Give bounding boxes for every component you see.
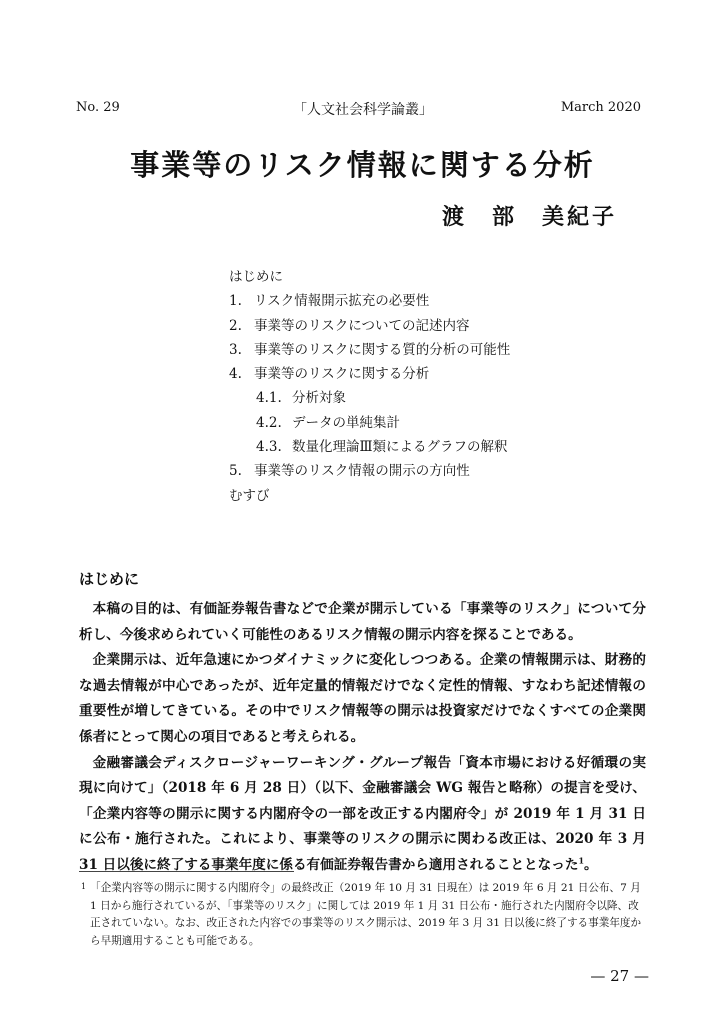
table-of-contents bbox=[229, 265, 510, 508]
toc-item: 2. 事業等のリスクについての記述内容 bbox=[229, 317, 470, 334]
paragraph: 企業開示は、近年急速にかつダイナミックに変化しつつある。企業の情報開示は、財務的な過去情報が中心であったが、近年定量的情報だけでなく定性的情報、すなわち記述情報の重要性が増してきている。その中でリスク情報等の開示は投資家だけでなくすべての企業関係者にとって関心の項目であると考えられる。 bbox=[79, 652, 646, 745]
footnote-reference[interactable]: 1 bbox=[578, 855, 585, 866]
body-text bbox=[79, 597, 646, 879]
issue-number: No. 29 bbox=[76, 100, 120, 115]
paragraph: 金融審議会ディスクロージャーワーキング・グループ報告「資本市場における好循環の実現に向けて」（2018 年 6 月 28 日）（以下、金融審議会 WG 報告と略称）の提言を受け、「企業内容等の開示に関する内閣府令の一部を改正する内閣府令」が 2019 年 1 月 31 日に公布・施行された。これにより、事業等のリスクの開示に関わる改正は、2020 年 3 月 31 日以後に終了する事業年度に係る有価証券報告書から適用されることとなった$^1$。 bbox=[79, 754, 646, 873]
toc-item: 3. 事業等のリスクに関する質的分析の可能性 bbox=[229, 341, 511, 358]
toc-item: はじめに bbox=[229, 269, 283, 285]
page-number: — 27 — bbox=[590, 967, 649, 985]
journal-name: 「人文社会科学論叢」 bbox=[293, 102, 433, 118]
footnote-divider bbox=[79, 871, 294, 872]
toc-item: 5. 事業等のリスク情報の開示の方向性 bbox=[229, 463, 470, 480]
toc-subitem: 4.2. データの単純集計 bbox=[256, 414, 400, 431]
footnote-mark: 1 bbox=[81, 882, 87, 891]
author-name: 渡 部 美紀子 bbox=[441, 204, 617, 230]
toc-subitem: 4.3. 数量化理論Ⅲ類によるグラフの解釈 bbox=[256, 439, 508, 456]
paragraph: 本稿の目的は、有価証券報告書などで企業が開示している「事業等のリスク」について分析し、今後求められていく可能性のあるリスク情報の開示内容を探ることである。 bbox=[79, 601, 646, 643]
footnote bbox=[81, 880, 646, 950]
toc-item: 1. リスク情報開示拡充の必要性 bbox=[229, 293, 430, 310]
issue-date: March 2020 bbox=[560, 100, 641, 115]
toc-item: 4. 事業等のリスクに関する分析 bbox=[229, 366, 430, 383]
footnote-text: 「企業内容等の開示に関する内閣府令」の最終改正（2019 年 10 月 31 日現在）は 2019 年 6 月 21 日公布、7 月 1 日から施行されているが、「事業等のリスク」に関しては 2019 年 1 月 31 日公布・施行された内閣府令以降、改正されていない。なお、改正された内容での事業等のリスク開示は、2019 年 3 月 31 日以後に終了する事業年度から早期適用することも可能である。 bbox=[90, 882, 642, 947]
toc-item: むすび bbox=[229, 487, 270, 504]
toc-subitem: 4.1. 分析対象 bbox=[256, 390, 346, 407]
section-heading: はじめに bbox=[79, 570, 140, 588]
paper-title: 事業等のリスク情報に関する分析 bbox=[130, 148, 595, 182]
